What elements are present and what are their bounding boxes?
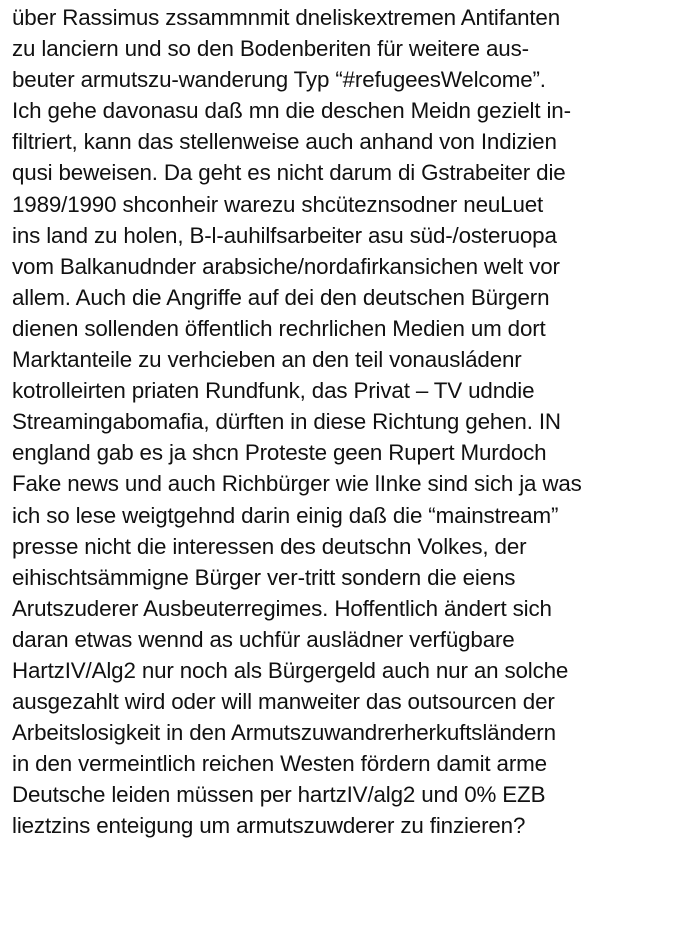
text-line: eihischtsämmigne Bürger ver-tritt sondern die eiens <box>12 564 516 590</box>
text-line: beuter armutszu-wanderung Typ “#refugeesWelcome”. <box>12 67 546 93</box>
text-line: Arbeitslosigkeit in den Armutszuwandrerherkuftsländern <box>12 720 556 746</box>
text-line: Deutsche leiden müssen per hartzIV/alg2 und 0% EZB <box>12 782 546 808</box>
text-line: england gab es ja shcn Proteste geen Rupert Murdoch <box>12 440 547 466</box>
text-line: 1989/1990 shconheir warezu shcüteznsodner neuLuet <box>12 191 544 217</box>
text-line: ins land zu holen, B-l-auhilfsarbeiter asu süd-/osteruopa <box>12 222 557 248</box>
text-line: vom Balkanudnder arabsiche/nordafirkansichen welt vor <box>12 253 560 279</box>
text-line: über Rassimus zssammnmit dneliskextremen Antifanten <box>12 5 561 30</box>
text-line: lieztzins enteigung um armutszuwderer zu finzieren? <box>12 813 526 839</box>
text-line: Ich gehe davonasu daß mn die deschen Meidn gezielt in- <box>12 98 571 124</box>
text-line: dienen sollenden öffentlich rechrlichen Medien um dort <box>12 315 546 341</box>
text-line: filtriert, kann das stellenweise auch anhand von Indizien <box>12 129 557 155</box>
text-line: presse nicht die interessen des deutschn Volkes, der <box>12 533 527 559</box>
text-line: Fake news und auch Richbürger wie lInke sind sich ja was <box>12 471 582 497</box>
text-line: allem. Auch die Angriffe auf dei den deutschen Bürgern <box>12 284 550 310</box>
text-line: Streamingabomafia, dürften in diese Richtung gehen. IN <box>12 409 561 435</box>
text-line: in den vermeintlich reichen Westen fördern damit arme <box>12 751 547 777</box>
text-line: zu lanciern und so den Bodenberiten für weitere aus- <box>12 36 529 62</box>
text-line: daran etwas wennd as uchfür auslädner verfügbare <box>12 626 515 652</box>
text-line: qusi beweisen. Da geht es nicht darum di Gstrabeiter die <box>12 160 566 186</box>
text-line: ich so lese weigtgehnd darin einig daß die “mainstream” <box>12 502 559 528</box>
text-line: kotrolleirten priaten Rundfunk, das Privat – TV udndie <box>12 378 535 404</box>
text-line: HartzIV/Alg2 nur noch als Bürgergeld auch nur an solche <box>12 657 569 683</box>
text-line: ausgezahlt wird oder will manweiter das outsourcen der <box>12 689 555 715</box>
text-line: Marktanteile zu verhcieben an den teil vonausládenr <box>12 347 522 373</box>
text-line: Arutszuderer Ausbeuterregimes. Hoffentlich ändert sich <box>12 595 552 621</box>
